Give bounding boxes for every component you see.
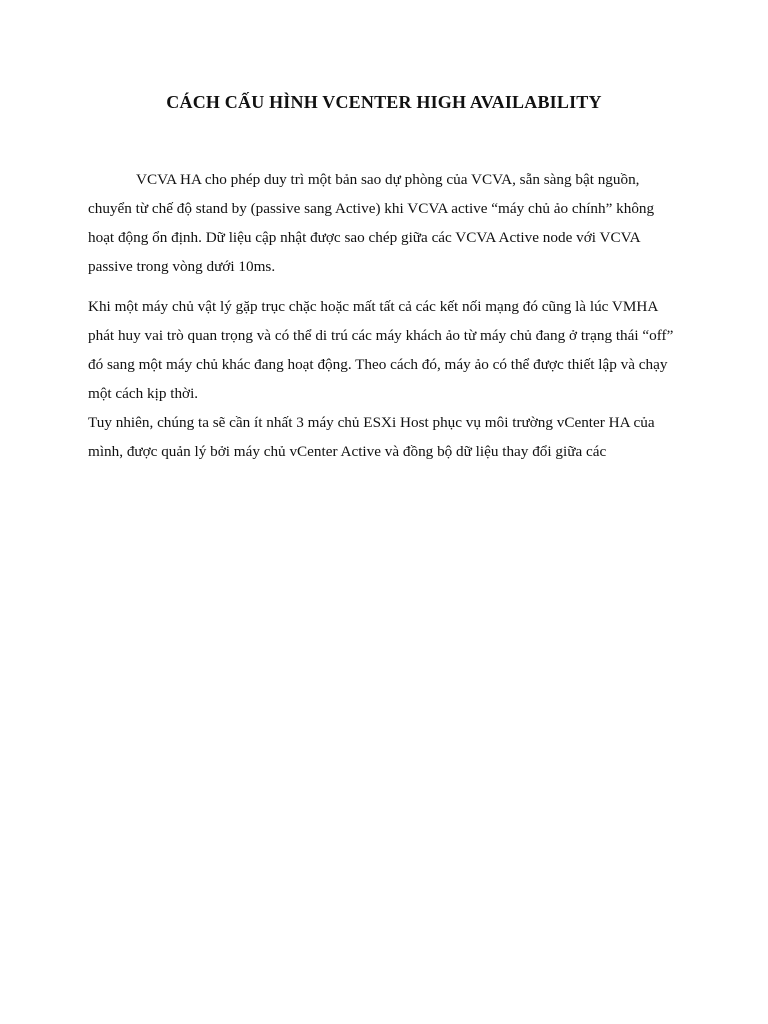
document-body: [88, 165, 676, 466]
document-title: CÁCH CẤU HÌNH VCENTER HIGH AVAILABILITY: [166, 92, 602, 112]
paragraph-vmha: Khi một máy chủ vật lý gặp trục chặc hoặc mất tất cả các kết nối mạng đó cũng là lúc VMHA phát huy vai trò quan trọng và có thể di trú các máy khách ảo từ máy chủ đang ở trạng thái “off” đó sang một máy chủ khác đang hoạt động. Theo cách đó, máy ảo có thể được thiết lập và chạy một cách kịp thời.: [88, 298, 674, 402]
paragraph-vcva-ha: VCVA HA cho phép duy trì một bản sao dự phòng của VCVA, sẵn sàng bật nguồn, chuyển từ chế độ stand by (passive sang Active) khi VCVA active “máy chủ ảo chính” không hoạt động ổn định. Dữ liệu cập nhật được sao chép giữa các VCVA Active node với VCVA passive trong vòng dưới 10ms.: [88, 171, 655, 275]
paragraph-esxi-hosts: Tuy nhiên, chúng ta sẽ cần ít nhất 3 máy chủ ESXi Host phục vụ môi trường vCenter HA của mình, được quản lý bởi máy chủ vCenter Active và đồng bộ dữ liệu thay đổi giữa các: [88, 414, 655, 460]
